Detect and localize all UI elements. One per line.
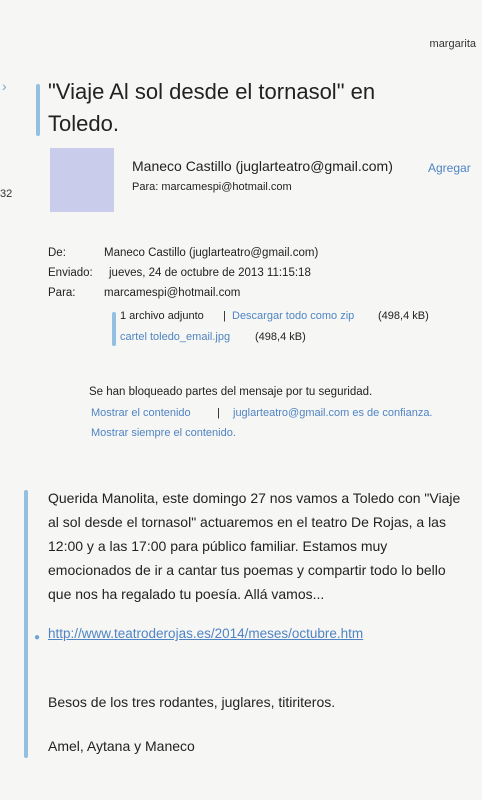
show-content-link[interactable]: Mostrar el contenido [91,407,191,419]
zip-size: (498,4 kB) [378,310,429,322]
attachment-file-size: (498,4 kB) [255,331,306,343]
recipient-line: Para: marcamespi@hotmail.com [132,181,292,193]
security-separator: | [217,407,220,419]
to-value: marcamespi@hotmail.com [104,287,241,299]
edge-count-label: 32 [0,188,13,200]
email-signature: Amel, Aytana y Maneco [48,738,195,754]
theatre-link[interactable]: http://www.teatroderojas.es/2014/meses/octubre.htm [48,626,364,641]
highlight-marker-attachment [112,312,116,346]
attachment-count: 1 archivo adjunto [120,310,204,322]
user-name-label[interactable]: margarita [429,38,476,50]
attachment-separator: | [223,310,226,322]
highlight-marker-body [24,490,28,758]
email-body: Querida Manolita, este domingo 27 nos vamos a Toledo con "Viaje al sol desde el tornasol" actuaremos en el teatro De Rojas, a las 12:00 y a las 17:00 para público familiar. Estamos muy emocionados de ir a cantar tus poemas y compartir todo lo bello que nos ha regalado tu poesía. Allá vamos... [48,490,461,602]
always-show-link[interactable]: Mostrar siempre el contenido. [91,427,236,439]
highlight-marker-subject [36,84,40,136]
security-warning: Se han bloqueado partes del mensaje por tu seguridad. [89,386,373,398]
sender-avatar [50,148,114,212]
sent-label: Enviado: [48,267,93,279]
sender-name[interactable]: Maneco Castillo (juglarteatro@gmail.com) [132,158,393,174]
from-value: Maneco Castillo (juglarteatro@gmail.com) [104,247,319,259]
from-label: De: [48,247,66,259]
add-contact-link[interactable]: Agregar [428,161,471,175]
email-closing: Besos de los tres rodantes, juglares, titiriteros. [48,694,336,710]
attachment-file-link[interactable]: cartel toledo_email.jpg [120,331,231,343]
to-label: Para: [48,287,76,299]
trust-sender-link[interactable]: juglarteatro@gmail.com es de confianza. [233,407,433,419]
download-zip-link[interactable]: Descargar todo como zip [232,310,355,322]
email-subject: "Viaje Al sol desde el tornasol" en Toledo. [48,79,376,136]
expand-chevron-icon[interactable]: › [2,78,7,94]
bullet-icon: ● [34,632,41,643]
sent-value: jueves, 24 de octubre de 2013 11:15:18 [109,267,311,279]
